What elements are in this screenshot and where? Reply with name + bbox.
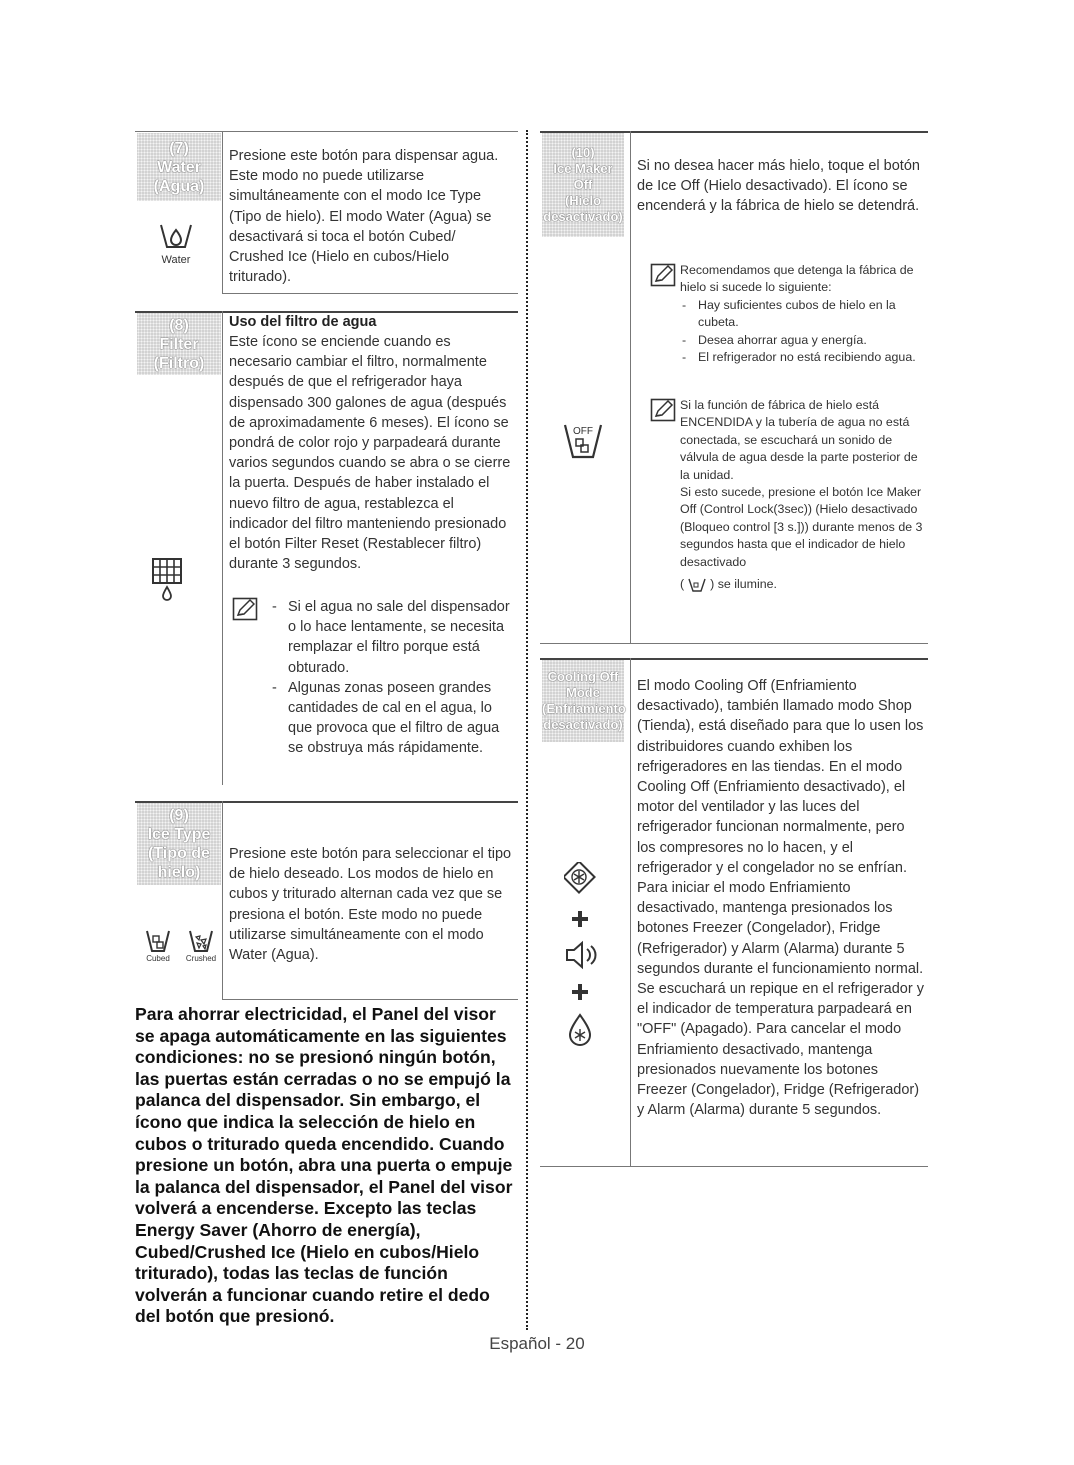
cell-divider: [222, 311, 223, 785]
coolingoff-label: [542, 660, 624, 742]
water-icon-caption: Water: [161, 254, 191, 266]
label-line: (Agua): [153, 177, 205, 195]
filter-label: [137, 313, 221, 375]
off-icon-text: OFF: [573, 426, 593, 437]
label-line: Mode: [566, 685, 600, 700]
filter-notes: [268, 597, 518, 759]
label-line: Filter: [159, 335, 199, 353]
label-line: Cooling Off: [547, 669, 619, 684]
icemaker-label: [542, 133, 624, 237]
column-divider: [526, 130, 528, 1330]
label-line: desactivado): [543, 209, 623, 224]
label-line: (Hielo: [564, 193, 602, 208]
icemaker-note-item: - Hay suficientes cubos de hielo en la cubeta.: [678, 297, 918, 332]
ice-maker-off-inline-icon: [687, 577, 707, 593]
cubed-ice-icon: [144, 928, 172, 954]
label-line: (10): [571, 145, 595, 160]
note-icon: [650, 398, 676, 422]
plus-icon: [571, 983, 589, 1001]
cell-divider: [630, 658, 631, 1166]
note-icon: [232, 597, 258, 621]
row-rule: [540, 1166, 928, 1167]
paren-close: ) se ilumine.: [710, 577, 777, 591]
label-line: (7): [169, 139, 189, 157]
icemaker-note1-list: [678, 297, 918, 367]
water-icon: [158, 222, 194, 250]
label-line: Ice Type: [147, 826, 211, 843]
ice-maker-off-icon: [562, 420, 604, 460]
plus-icon: [571, 910, 589, 928]
label-line: (Enfriamiento: [542, 701, 626, 716]
coolingoff-text: El modo Cooling Off (Enfriamiento desactivado), también llamado modo Shop (Tienda), está diseñado para que lo usen los distribuidores cuando exhiben los refrigeradores en las tiendas. En el modo Cooling Off (Enfriamiento desactivado), el motor del ventilador y las luces del refrigerador funcionan normalmente, pero los compresores no lo hacen, y el refrigerador y el congelador no se enfrían. Para iniciar el modo Enfriamiento desactivado, mantenga presionados los botones Freezer (Congelador), Fridge (Refrigerador) y Alarm (Alarma) durante 5 segundos durante el funcionamiento normal. Se escuchará un repique en el refrigerador y el indicador de temperatura parpadeará en "OFF" (Apagado). Para cancelar el modo Enfriamiento desactivado, mantenga presionados nuevamente los botones Freezer (Congelador), Fridge (Refrigerador) y Alarm (Alarma) durante 5 segundos.: [637, 678, 924, 1119]
row-rule: [540, 643, 928, 644]
cell-divider: [222, 131, 223, 293]
filter-note-item: - Algunas zonas poseen grandes cantidades de cal en el agua, lo que provoca que el filtro de agua se obstruya más rápidamente.: [268, 678, 518, 759]
label-line: (8): [169, 316, 189, 334]
filter-text: Este ícono se enciende cuando es necesario cambiar el filtro, normalmente después de que el refrigerador haya dispensado 300 galones de agua (después de aproximadamente 6 meses). El ícono se pondrá de color rojo y parpadeará durante varios segundos cuando se abra o se cierre la puerta. Después de haber instalado el nuevo filtro de agua, restablezca el indicador del filtro manteniendo presionado el botón Filter Reset (Restablecer filtro) durante 3 segundos.: [229, 334, 511, 573]
note-icon: [650, 263, 676, 287]
icetype-label: [137, 803, 221, 885]
filter-note-item: - Si el agua no sale del dispensador o lo hace lentamente, se necesita remplazar el filtro porque está obturado.: [268, 597, 518, 678]
label-line: Off: [573, 177, 593, 192]
crushed-ice-icon: [187, 928, 215, 954]
cell-divider: [630, 131, 631, 643]
icemaker-note2: Si la función de fábrica de hielo está ENCENDIDA y la tubería de agua no está conectada, se escuchará un sonido de válvula de agua desde la parte posterior de la unidad.: [680, 398, 918, 482]
label-line: (Tipo de: [148, 845, 210, 862]
icemaker-note-item: - El refrigerador no está recibiendo agua.: [678, 349, 918, 366]
label-line: hielo): [157, 864, 201, 881]
water-text: Presione este botón para dispensar agua. Este modo no puede utilizarse simultáneamente con el modo Ice Type (Tipo de hielo). El modo Water (Agua) se desactivará si toca el botón Cubed/ Crushed Ice (Hielo en cubos/Hielo triturado).: [229, 148, 499, 286]
row-rule: [222, 293, 518, 294]
filter-title: Uso del filtro de agua: [229, 314, 377, 330]
energy-notice: Para ahorrar electricidad, el Panel del visor se apaga automáticamente en las siguientes condiciones: no se presionó ningún botón, las puertas están cerradas o no se empujó la palanca del dispensador. Sin embargo, el ícono que indica la selección de hielo en cubos o triturado queda encendido. Cuando presione un botón, abra una puerta o empuje la palanca del dispensador, el Panel del visor volverá a encenderse. Excepto las teclas Energy Saver (Ahorro de energía), Cubed/Crushed Ice (Hielo en cubos/Hielo triturado), todas las teclas de función volverán a funcionar cuando retire el dedo del botón que presionó.: [135, 1004, 513, 1327]
label-line: (Filtro): [153, 354, 205, 372]
icemaker-note-item: - Desea ahorrar agua y energía.: [678, 332, 918, 349]
crushed-caption: Crushed: [185, 954, 217, 963]
label-line: desactivado): [543, 717, 623, 732]
cell-divider: [222, 801, 223, 999]
icemaker-note2b: Si esto sucede, presione el botón Ice Maker Off (Control Lock(3sec)) (Hielo desactivado (Bloqueo control [3 s.])) durante menos de 3 segundos hasta que el indicador de hielo desactivado: [680, 485, 923, 569]
fridge-icon: [565, 1012, 595, 1048]
row-rule: [135, 131, 518, 132]
row-rule: [222, 999, 518, 1000]
icemaker-note1-intro: Recomendamos que detenga la fábrica de hielo si sucede lo siguiente:: [680, 263, 914, 295]
page-number: Español - 20: [489, 1334, 585, 1353]
freezer-icon: [564, 862, 596, 894]
icemaker-text: Si no desea hacer más hielo, toque el botón de Ice Off (Hielo desactivado). El ícono se encenderá y la fábrica de hielo se detendrá.: [637, 158, 920, 215]
label-line: (9): [169, 807, 189, 824]
cubed-caption: Cubed: [146, 954, 170, 963]
paren-open: (: [680, 577, 685, 591]
label-line: Ice Maker: [553, 161, 613, 176]
icetype-text: Presione este botón para seleccionar el tipo de hielo deseado. Los modos de hielo en cubos y triturado alternan cada vez que se presiona el botón. Este modo no puede utilizarse simultáneamente con el modo Water (Agua).: [229, 846, 512, 964]
icemaker-note2c: [680, 576, 925, 593]
filter-icon: [150, 556, 184, 602]
label-line: Water: [157, 158, 201, 176]
water-label: [137, 133, 221, 201]
alarm-speaker-icon: [564, 940, 600, 970]
